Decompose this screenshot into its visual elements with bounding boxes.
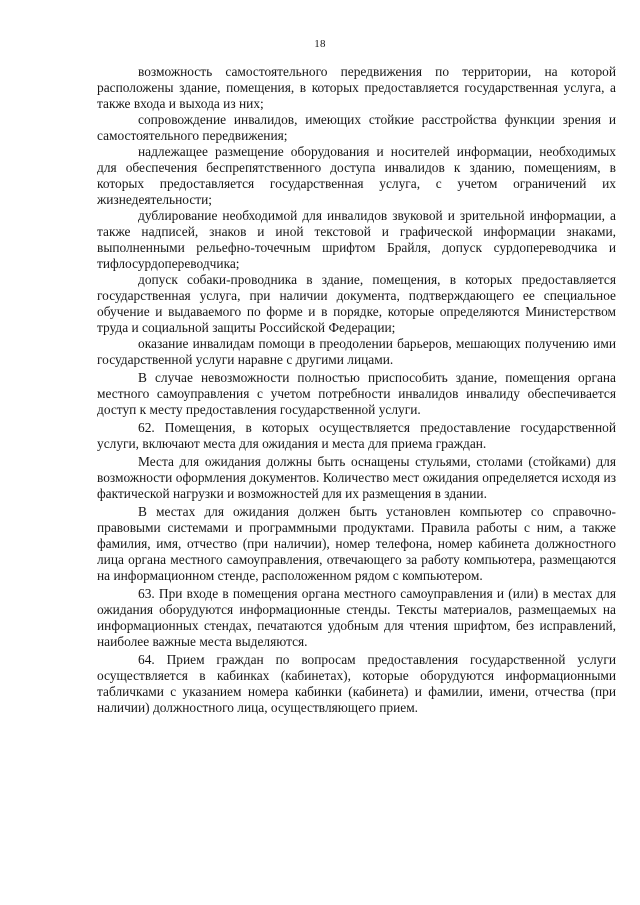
paragraph: сопровождение инвалидов, имеющих стойкие расстройства функции зрения и самостоятельного передвижения; xyxy=(97,112,616,143)
paragraph-64: 64. Прием граждан по вопросам предоставления государственной услуги осуществляется в кабинках (кабинетах), которые оборудуются информационными табличками с указанием номера кабинки (кабинета) и фамилии, имени, отчества (при наличии) должностного лица, осуществляющего прием. xyxy=(97,652,616,715)
paragraph: В местах для ожидания должен быть установлен компьютер со справочно-правовыми системами и программными продуктами. Правила работы с ним, а также фамилия, имя, отчество (при наличии), номер телефона, номер кабинета должностного лица органа местного самоуправления, отвечающего за работу компьютера, размещаются на информационном стенде, расположенном рядом с компьютером. xyxy=(97,504,616,583)
paragraph-63: 63. При входе в помещения органа местного самоуправления и (или) в местах для ожидания оборудуются информационные стенды. Тексты материалов, размещаемых на информационных стендах, печатаются удобным для чтения шрифтом, без исправлений, наиболее важные места выделяются. xyxy=(97,586,616,649)
page-number: 18 xyxy=(314,38,326,50)
document-body xyxy=(97,64,616,716)
paragraph: возможность самостоятельного передвижения по территории, на которой расположены здание, помещения, в которых предоставляется государственная услуга, а также входа и выхода из них; xyxy=(97,64,616,111)
paragraph: Места для ожидания должны быть оснащены стульями, столами (стойками) для возможности оформления документов. Количество мест ожидания определяется исходя из фактической нагрузки и возможностей для их размещения в здании. xyxy=(97,454,616,501)
paragraph: надлежащее размещение оборудования и носителей информации, необходимых для обеспечения беспрепятственного доступа инвалидов к зданию, помещениям, в которых предоставляется государственная услуга, с учетом ограничений их жизнедеятельности; xyxy=(97,144,616,207)
paragraph: В случае невозможности полностью приспособить здание, помещения органа местного самоуправления с учетом потребности инвалидов инвалиду обеспечивается доступ к месту предоставления государственной услуги. xyxy=(97,370,616,417)
paragraph: допуск собаки-проводника в здание, помещения, в которых предоставляется государственная услуга, при наличии документа, подтверждающего ее специальное обучение и выдаваемого по форме и в порядке, которые определяются Министерством труда и социальной защиты Российской Федерации; xyxy=(97,272,616,335)
paragraph-62: 62. Помещения, в которых осуществляется предоставление государственной услуги, включают места для ожидания и места для приема граждан. xyxy=(97,420,616,451)
paragraph: оказание инвалидам помощи в преодолении барьеров, мешающих получению ими государственной услуги наравне с другими лицами. xyxy=(97,336,616,367)
paragraph: дублирование необходимой для инвалидов звуковой и зрительной информации, а также надписей, знаков и иной текстовой и графической информации знаками, выполненными рельефно-точечным шрифтом Брайля, допуск сурдопереводчика и тифлосурдопереводчика; xyxy=(97,208,616,271)
